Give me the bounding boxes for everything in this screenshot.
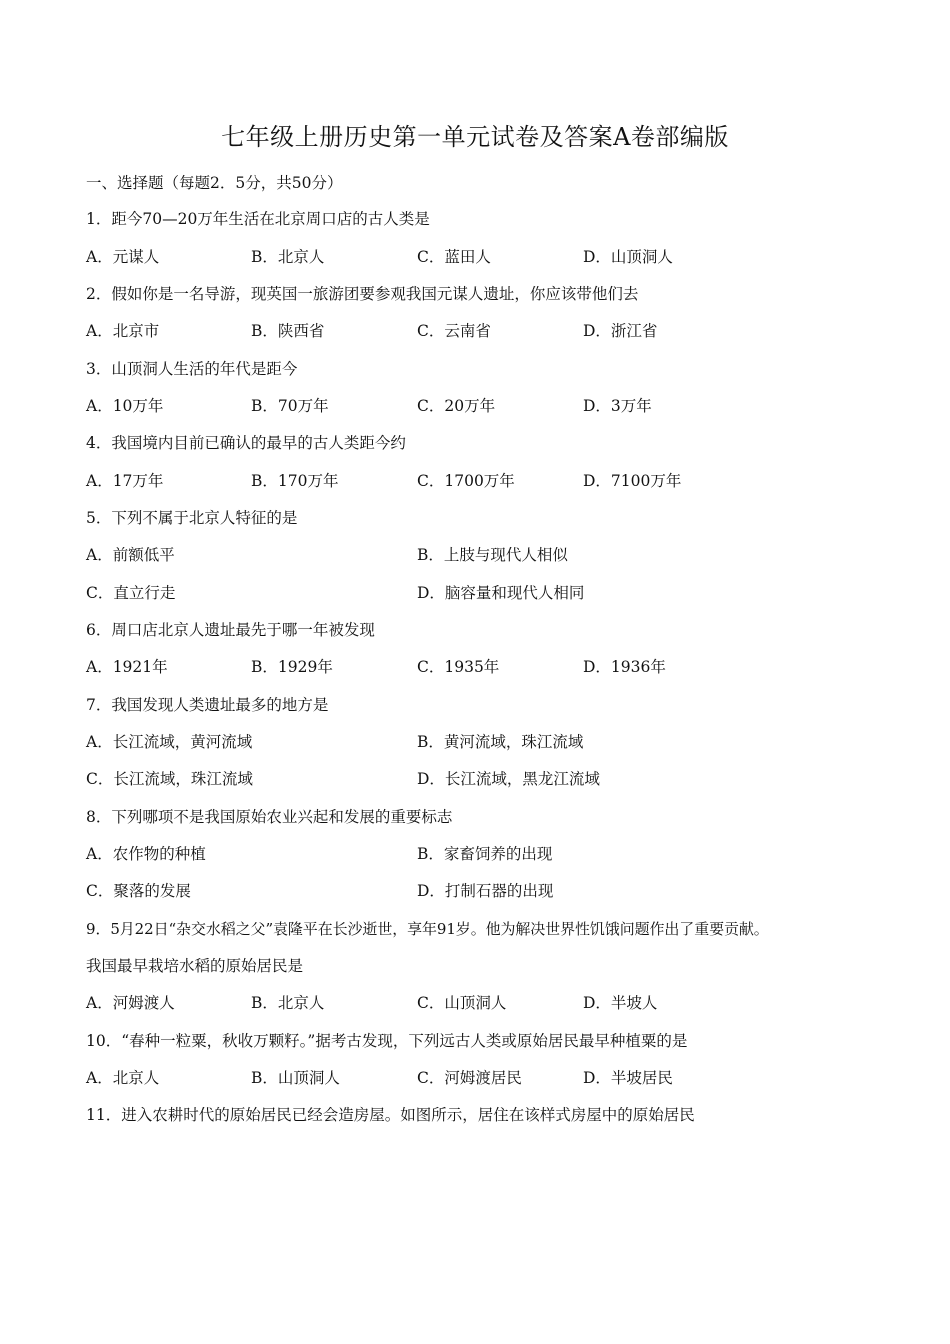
page-title: 七年级上册历史第一单元试卷及答案A卷部编版 [221,123,729,151]
question-stem: 7．我国发现人类遗址最多的地方是 [86,696,329,714]
option-c: C．1935年 [417,658,500,676]
option-b: B．上肢与现代人相似 [417,546,568,564]
option-d: D．浙江省 [583,322,658,340]
question-stem: 6．周口店北京人遗址最先于哪一年被发现 [86,621,375,639]
question-stem: 1．距今70—20万年生活在北京周口店的古人类是 [86,210,430,228]
option-a: A．1921年 [86,658,168,676]
option-d: D．脑容量和现代人相同 [417,584,585,602]
option-b: B．170万年 [251,472,339,490]
option-d: D．7100万年 [583,472,682,490]
option-d: D．3万年 [583,397,652,415]
option-b: B．北京人 [251,248,325,266]
question-stem: 10．“春种一粒粟，秋收万颗籽。”据考古发现，下列远古人类或原始居民最早种植粟的是 [86,1032,688,1050]
option-b: B．1929年 [251,658,333,676]
option-b: B．家畜饲养的出现 [417,845,553,863]
option-d: D．半坡居民 [583,1069,673,1087]
option-c: C．云南省 [417,322,491,340]
section-heading: 一、选择题（每题2．5分，共50分） [86,174,343,192]
option-d: D．打制石器的出现 [417,882,554,900]
option-b: B．70万年 [251,397,329,415]
option-c: C．蓝田人 [417,248,491,266]
question-stem-continued: 我国最早栽培水稻的原始居民是 [86,957,304,975]
option-a: A．农作物的种植 [86,845,206,863]
option-a: A．前额低平 [86,546,175,564]
option-c: C．河姆渡居民 [417,1069,522,1087]
option-b: B．陕西省 [251,322,325,340]
question-stem: 9．5月22日“杂交水稻之父”袁隆平在长沙逝世，享年91岁。他为解决世界性饥饿问题作出了重要贡献。 [86,920,769,938]
question-stem: 3．山顶洞人生活的年代是距今 [86,360,298,378]
option-c: C．20万年 [417,397,496,415]
option-a: A．河姆渡人 [86,994,175,1012]
option-d: D．山顶洞人 [583,248,673,266]
option-c: C．1700万年 [417,472,515,490]
question-stem: 4．我国境内目前已确认的最早的古人类距今约 [86,434,406,452]
option-b: B．北京人 [251,994,325,1012]
option-c: C．直立行走 [86,584,176,602]
question-stem: 2．假如你是一名导游，现英国一旅游团要参观我国元谋人遗址，你应该带他们去 [86,285,639,303]
question-stem: 8．下列哪项不是我国原始农业兴起和发展的重要标志 [86,808,453,826]
question-stem: 5．下列不属于北京人特征的是 [86,509,298,527]
question-stem: 11．进入农耕时代的原始居民已经会造房屋。如图所示，居住在该样式房屋中的原始居民 [86,1106,695,1124]
option-c: C．长江流域，珠江流域 [86,770,253,788]
option-a: A．北京人 [86,1069,160,1087]
option-c: C．山顶洞人 [417,994,507,1012]
option-d: D．半坡人 [583,994,658,1012]
option-c: C．聚落的发展 [86,882,191,900]
option-b: B．黄河流域，珠江流域 [417,733,584,751]
option-b: B．山顶洞人 [251,1069,340,1087]
option-a: A．元谋人 [86,248,160,266]
option-a: A．10万年 [86,397,164,415]
option-a: A．17万年 [86,472,164,490]
option-d: D．1936年 [583,658,666,676]
option-a: A．北京市 [86,322,160,340]
option-d: D．长江流域，黑龙江流域 [417,770,600,788]
option-a: A．长江流域，黄河流域 [86,733,253,751]
